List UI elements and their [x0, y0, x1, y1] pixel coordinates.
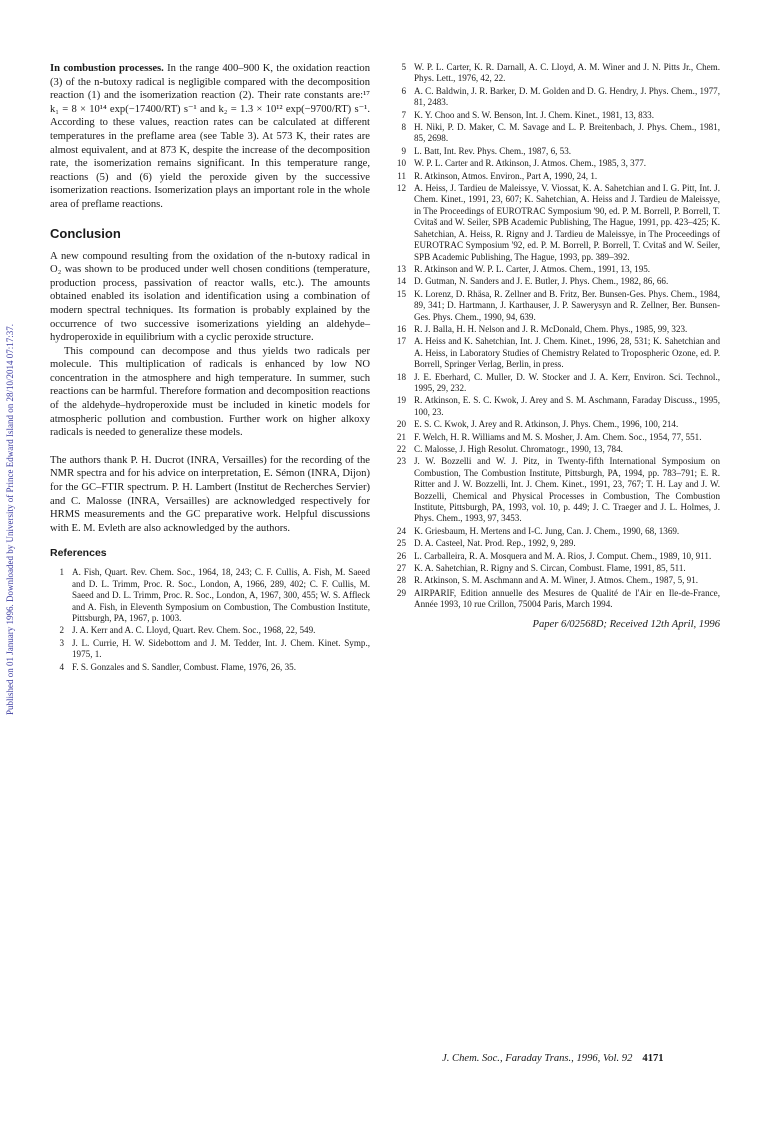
- reference-text: A. Fish, Quart. Rev. Chem. Soc., 1964, 18, 243; C. F. Cullis, A. Fish, M. Saeed and D. L. Trimm, Proc. R. Soc., London, A, 1966, 289, 402; C. F. Cullis, M. Saeed and D. L. Trimm, Proc. R. Soc., London, A, 1967, 300, 455; W. S. Affleck and A. Fish, in Eleventh Symposium on Combustion, The Combustion Institute, Pittsburgh, PA, 1967, p. 1003.: [72, 567, 370, 624]
- reference-text: L. Batt, Int. Rev. Phys. Chem., 1987, 6, 53.: [414, 145, 572, 156]
- reference-item: [392, 183, 720, 263]
- reference-number: 28: [396, 575, 406, 586]
- download-notice: Published on 01 January 1996. Downloaded by University of Prince Edward Island on 28/10/2014 07:17:37.: [5, 324, 15, 716]
- reference-item: [392, 432, 720, 443]
- conclusion-paragraph-2: This compound can decompose and thus yields two radicals per molecule. This multiplication of radicals is enhanced by low NO concentration in the atmosphere and high temperature. In summer, such reactions can be harmful. Therefore formation and decomposition reactions of the aldehyde–hydroperoxide must be included in kinetic models for atmospheric pollution and combustion. Further work on higher alkoxy radicals is needed to generalize these models.: [50, 345, 370, 439]
- reference-text: F. Welch, H. R. Williams and M. S. Mosher, J. Am. Chem. Soc., 1954, 77, 551.: [414, 431, 702, 442]
- reference-text: K. Griesbaum, H. Mertens and I-C. Jung, Can. J. Chem., 1990, 68, 1369.: [414, 525, 680, 536]
- reference-text: J. A. Kerr and A. C. Lloyd, Quart. Rev. Chem. Soc., 1968, 22, 549.: [72, 625, 316, 636]
- reference-text: W. P. L. Carter and R. Atkinson, J. Atmos. Chem., 1985, 3, 377.: [414, 158, 647, 169]
- reference-number: 10: [396, 158, 406, 169]
- reference-text: K. Lorenz, D. Rhäsa, R. Zellner and B. Fritz, Ber. Bunsen-Ges. Phys. Chem., 1984, 89, 341; D. Hartmann, J. Karthauser, J. P. Sawerysyn and R. Zellner, Ber. Bunsen-Ges. Phys. Chem., 1990, 94, 639.: [414, 288, 720, 322]
- reference-text: E. S. C. Kwok, J. Arey and R. Atkinson, J. Phys. Chem., 1996, 100, 214.: [414, 419, 679, 430]
- reference-number: 9: [401, 145, 406, 156]
- reference-list-right: [392, 62, 720, 611]
- reference-number: 24: [396, 525, 406, 536]
- reference-number: 11: [397, 170, 406, 181]
- reference-item: [50, 567, 370, 624]
- reference-number: 25: [396, 538, 406, 549]
- reference-item: [392, 324, 720, 335]
- references-heading: References: [50, 547, 107, 560]
- combustion-text: In the range 400–900 K, the oxidation reaction (3) of the n-butoxy radical is negligible compared with the decomposition reaction (1) and the isomerization reaction (2). Their rate constants are:¹⁷ k₁ = 8 × 10¹⁴ exp(−17400/RT) s⁻¹ and k₂ = 1.3 × 10¹² exp(−9700/RT) s⁻¹. According to these values, reaction rates can be calculated at different temperatures in the preflame area (see Table 3). At 573 K, their rates are almost equivalent, and at 873 K, despite the increase of the decomposition rate, the isomerization remains significant. In this temperature range, reactions (5) and (6) yield the peroxide given by the successive isomerization reactions. Isomerization plays an important role in the whole area of preflame reactions.: [50, 63, 371, 210]
- reference-number: 16: [396, 323, 406, 334]
- reference-number: 18: [396, 371, 406, 382]
- reference-text: D. A. Casteel, Nat. Prod. Rep., 1992, 9, 289.: [414, 538, 576, 549]
- reference-text: C. Malosse, J. High Resolut. Chromatogr., 1990, 13, 784.: [414, 444, 623, 454]
- reference-text: R. Atkinson, S. M. Aschmann and A. M. Winer, J. Atmos. Chem., 1987, 5, 91.: [414, 575, 699, 586]
- reference-item: [392, 171, 720, 182]
- reference-number: 1: [59, 567, 64, 578]
- paper-received-note: Paper 6/02568D; Received 12th April, 1996: [532, 618, 720, 630]
- page-footer: [442, 1053, 732, 1064]
- reference-item: [392, 276, 720, 287]
- right-column: [392, 62, 720, 630]
- reference-text: L. Carballeira, R. A. Mosquera and M. A. Rios, J. Comput. Chem., 1989, 10, 911.: [414, 550, 712, 561]
- reference-number: 20: [396, 419, 406, 430]
- reference-item: [392, 264, 720, 275]
- reference-text: R. Atkinson, Atmos. Environ., Part A, 1990, 24, 1.: [414, 170, 598, 181]
- reference-item: [392, 289, 720, 323]
- reference-item: [392, 146, 720, 157]
- reference-text: H. Niki, P. D. Maker, C. M. Savage and L. P. Breitenbach, J. Phys. Chem., 1981, 85, 2698.: [414, 122, 720, 144]
- page-number: 4171: [642, 1053, 664, 1064]
- reference-item: [392, 456, 720, 524]
- reference-number: 15: [396, 288, 406, 299]
- reference-number: 5: [401, 62, 406, 72]
- reference-number: 26: [396, 550, 406, 561]
- journal-citation: J. Chem. Soc., Faraday Trans., 1996, Vol. 92: [442, 1053, 633, 1064]
- reference-number: 12: [396, 183, 406, 194]
- reference-number: 23: [396, 456, 406, 467]
- reference-item: [392, 336, 720, 370]
- reference-number: 17: [396, 336, 406, 347]
- combustion-paragraph: [50, 62, 370, 212]
- reference-item: [392, 110, 720, 121]
- reference-text: R. J. Balla, H. H. Nelson and J. R. McDonald, Chem. Phys., 1985, 99, 323.: [414, 323, 688, 334]
- reference-number: 14: [396, 276, 406, 287]
- reference-item: [392, 551, 720, 562]
- reference-item: [392, 419, 720, 430]
- reference-text: A. Heiss and K. Sahetchian, Int. J. Chem. Kinet., 1996, 28, 531; K. Sahetchian and A. Heiss, in Laboratory Studies of Chemistry Related to Tropospheric Ozone, ed. P. Borrell, Springer Verlag, Berlin, in press.: [414, 336, 720, 370]
- reference-text: AIRPARIF, Edition annuelle des Mesures de Qualité de l'Air en Ile-de-France, Année 1993, 10 rue Crillon, 75004 Paris, March 1994.: [414, 587, 720, 610]
- acknowledgements-paragraph: The authors thank P. H. Ducrot (INRA, Versailles) for the recording of the NMR spectra and for his advice on interpretation, E. Sémon (INRA, Dijon) for the GC–FTIR spectrum. P. H. Lambert (Institut de Recherches Servier) and C. Malosse (INRA, Versailles) are acknowledged respectively for HRMS measurements and the GC preparative work. Helpful discussions with E. M. Evleth are also acknowledged by the authors.: [50, 454, 370, 534]
- reference-item: [50, 638, 370, 661]
- reference-list-left: [50, 567, 370, 673]
- reference-number: 6: [401, 85, 406, 96]
- reference-item: [392, 86, 720, 109]
- reference-item: [392, 575, 720, 586]
- reference-item: [50, 662, 370, 673]
- reference-text: D. Gutman, N. Sanders and J. E. Butler, J. Phys. Chem., 1982, 86, 66.: [414, 276, 669, 287]
- reference-text: K. A. Sahetchian, R. Rigny and S. Circan, Combust. Flame, 1991, 85, 511.: [414, 563, 686, 574]
- reference-item: [392, 395, 720, 418]
- reference-item: [392, 588, 720, 611]
- reference-number: 2: [59, 625, 64, 636]
- reference-item: [392, 62, 720, 85]
- reference-text: K. Y. Choo and S. W. Benson, Int. J. Chem. Kinet., 1981, 13, 833.: [414, 109, 654, 120]
- left-column: [50, 62, 370, 674]
- reference-text: W. P. L. Carter, K. R. Darnall, A. C. Lloyd, A. M. Winer and J. N. Pitts Jr., Chem. Phys. Lett., 1976, 42, 22.: [414, 62, 720, 84]
- reference-number: 29: [396, 587, 406, 598]
- combustion-lead: In combustion processes.: [50, 63, 164, 74]
- reference-item: [392, 444, 720, 455]
- reference-number: 13: [396, 263, 406, 274]
- reference-item: [392, 526, 720, 537]
- reference-text: A. Heiss, J. Tardieu de Maleissye, V. Viossat, K. A. Sahetchian and I. G. Pitt, Int. J. Chem. Kinet., 1991, 23, 607; K. Sahetchian, A. Heiss and J. Tardieu de Maleissye, in The Proceedings of EUROTRAC Symposium '90, ed. P. M. Borrell, P. Borrell, T. Cvitaš and W. Seiler, SPB Academic Publishing, The Hague, 1991, pp. 423–425; K. Sahetchian, A. Heiss, R. Rigny and J. Tardieu de Maleissye, in The Proceedings of EUROTRAC Symposium '92, ed. P. M. Borrell, P. Borrell, T. Cvitaš and W. Seiler, SPB Academic Publishing, The Hague, 1993, pp. 389–392.: [414, 183, 720, 262]
- conclusion-heading: Conclusion: [50, 225, 121, 241]
- reference-item: [392, 372, 720, 395]
- reference-item: [50, 625, 370, 636]
- reference-text: R. Atkinson, E. S. C. Kwok, J. Arey and S. M. Aschmann, Faraday Discuss., 1995, 100, 23.: [414, 395, 720, 417]
- reference-number: 21: [396, 431, 406, 442]
- reference-text: J. L. Currie, H. W. Sidebottom and J. M. Tedder, Int. J. Chem. Kinet. Symp., 1975, 1.: [72, 637, 370, 660]
- reference-text: R. Atkinson and W. P. L. Carter, J. Atmos. Chem., 1991, 13, 195.: [414, 263, 651, 274]
- reference-number: 3: [59, 637, 64, 648]
- reference-number: 22: [396, 444, 406, 454]
- reference-item: [392, 158, 720, 169]
- conclusion-paragraph-1: A new compound resulting from the oxidation of the n-butoxy radical in O₂ was shown to be produced under well chosen conditions (temperature, production process, passivation of reactor walls, etc.). The amounts obtained enabled its isolation and identification using a combination of modern spectral techniques. Its formation is probably explained by the occurrence of two successive isomerizations yielding an aldehyde–hydroperoxide in equilibrium with a cyclic peroxide structure.: [50, 250, 370, 344]
- reference-item: [392, 538, 720, 549]
- reference-number: 27: [396, 563, 406, 574]
- reference-item: [392, 122, 720, 145]
- reference-number: 4: [59, 661, 64, 672]
- reference-item: [392, 563, 720, 574]
- reference-number: 8: [401, 122, 406, 133]
- reference-text: A. C. Baldwin, J. R. Barker, D. M. Golden and D. G. Hendry, J. Phys. Chem., 1977, 81, 2483.: [414, 85, 720, 108]
- reference-number: 7: [401, 109, 406, 120]
- reference-text: F. S. Gonzales and S. Sandler, Combust. Flame, 1976, 26, 35.: [72, 661, 296, 672]
- reference-text: J. W. Bozzelli and W. J. Pitz, in Twenty-fifth International Symposium on Combustion, The Combustion Institute, Pittsburgh, PA, 1994, pp. 783–791; E. R. Ritter and J. W. Bozzelli, Int. J. Chem. Kinet., 1991, 23, 767; T. H. Lay and J. W. Bozzelli, Chemical and Physical Processes in Combustion, The Combustion Institute, Pittsburgh, PA, 1993, vol. 10, p. 449; J. C. Traeger and J. L. Holmes, J. Phys. Chem., 1993, 97, 3453.: [414, 456, 720, 524]
- reference-number: 19: [396, 395, 406, 406]
- reference-text: J. E. Eberhard, C. Muller, D. W. Stocker and J. A. Kerr, Environ. Sci. Technol., 1995, 29, 232.: [414, 371, 720, 393]
